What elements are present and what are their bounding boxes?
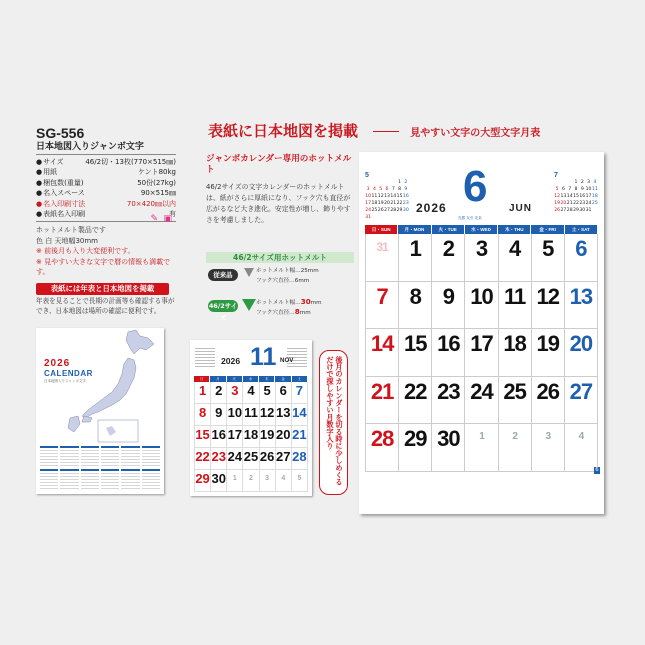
new-width-label: ホットメルト幅… [256,300,301,306]
day-cell: 21 [292,426,308,448]
year-table-month [81,446,99,467]
next-month-grid [554,179,598,214]
day-cell: 28 [366,424,399,472]
small-cal-month: 11 [250,343,277,371]
day-cell: 28 [292,448,308,470]
japan-map-icon [36,328,164,448]
mini-day: 16 [402,194,409,199]
day-cell: 19 [532,329,565,377]
hotmelt-line-1: ホットメルト製品です [36,226,106,235]
day-cell: 13 [276,404,292,426]
day-cell: 30 [432,424,465,472]
mini-day: 21 [566,201,573,206]
day-cell: 11 [243,404,259,426]
mini-day: 19 [554,201,561,206]
mini-day: 6 [561,187,565,192]
prev-month-grid [365,179,409,221]
mini-day: 1 [574,180,578,185]
mini-day: 26 [554,208,561,213]
hotmelt-line-2: 色 白 天地幅30mm [36,236,98,245]
small-cal-grid [194,382,308,492]
product-name: 日本地図入りジャンボ文字 [36,141,176,155]
spec-row [36,188,176,198]
day-cell: 2 [211,382,227,404]
day-cell: 8 [399,282,432,330]
mini-day: 30 [579,208,586,213]
mini-day: 4 [593,180,597,185]
mini-day: 20 [384,201,390,206]
mini-day: 3 [366,187,370,192]
day-cell: 10 [465,282,498,330]
weekday-label: 日 [194,376,210,382]
weekday-label: 月・MON [398,225,431,234]
day-cell: 3 [532,424,565,472]
day-cell: 5 [532,234,565,282]
note-1: ※ 前後月も入り大変便利です。 [36,247,135,256]
mini-day: 1 [398,180,402,185]
day-cell: 30 [211,470,227,492]
mini-day: 18 [591,194,598,199]
day-cell: 26 [260,448,276,470]
mini-day: 7 [568,187,572,192]
mini-day: 13 [384,194,390,199]
year-table-month [142,446,160,467]
spec-block [36,126,176,277]
day-cell: 29 [399,424,432,472]
mini-day: 3 [587,180,591,185]
weekday-label: 水・WED [465,225,498,234]
cover-word: CALENDAR [44,369,93,378]
mini-day: 24 [585,201,592,206]
day-cell: 20 [565,329,598,377]
cover-year: 2026 [44,358,71,369]
spec-row [36,199,176,209]
mini-day: 16 [579,194,586,199]
small-cal-header [190,340,312,376]
large-cal-month-en: JUN [509,203,533,214]
new-width-value: 30 [300,297,311,306]
year-table-month [40,446,58,467]
day-cell: 13 [565,282,598,330]
prev-month-mini [365,172,409,220]
mini-day: 10 [585,187,592,192]
mini-day: 24 [365,208,372,213]
small-cal-prev-month [195,346,215,368]
day-cell: 27 [276,448,292,470]
weekday-label: 月 [210,376,226,382]
note-2: ※ 見やすい大きな文字で暦の情報も満載です。 [36,257,171,277]
new-hole-value: 8 [294,307,300,316]
day-cell: 4 [499,234,532,282]
mini-day: 12 [554,194,561,199]
mini-day: 26 [377,208,384,213]
mini-day: 6 [385,187,389,192]
spec-value: 90×515㎜ [140,189,176,198]
large-cal-year: 2026 [416,201,447,215]
day-cell: 22 [195,448,211,470]
mini-day: 13 [560,194,567,199]
day-cell: 23 [211,448,227,470]
pen-icon: ✎ [150,214,158,224]
day-cell: 1 [399,234,432,282]
old-hole: フック穴直径…6mm [256,278,310,284]
day-cell: 25 [499,377,532,425]
mini-day: 17 [365,201,372,206]
day-cell: 5 [260,382,276,404]
mini-day: 4 [372,187,376,192]
year-table-month [101,446,119,467]
vertical-note [319,350,348,495]
day-cell: 6 [276,382,292,404]
small-month-calendar [190,340,312,496]
mini-day: 8 [398,187,402,192]
spec-row [36,157,176,167]
large-cal-month: 6 [463,162,488,211]
day-cell: 3 [227,382,243,404]
mini-day: 15 [573,194,579,199]
hotmelt-title: ジャンボカレンダー専用のホットメルト [206,154,352,175]
spec-row [36,167,176,177]
cover-subtitle: 日本地図入りジャンボ文字 [44,379,86,383]
vertical-note-text: 後月のカレンダーを切る時に少しめくるだけで探しやすい月数字入り [326,356,344,486]
year-table [40,446,160,490]
spec-value: 有 [169,210,176,219]
large-cal-grid [365,234,598,472]
mini-day: 12 [377,194,384,199]
spec-key: ● 名入スペース [36,188,85,198]
mini-day: 11 [591,187,598,192]
day-cell: 17 [465,329,498,377]
mini-day: 14 [566,194,573,199]
day-cell: 24 [227,448,243,470]
day-cell: 12 [260,404,276,426]
mini-day: 28 [390,208,397,213]
mini-day: 28 [566,208,573,213]
day-cell: 2 [432,234,465,282]
stamp-icon: ▣ [163,214,172,224]
old-hook-icon [244,268,254,277]
day-cell: 29 [195,470,211,492]
new-width-unit: mm [310,300,322,306]
day-cell: 9 [211,404,227,426]
day-cell: 24 [465,377,498,425]
spec-key: ● 梱包数(重量) [36,178,84,188]
new-hook-icon [242,299,256,311]
mini-day: 27 [384,208,390,213]
year-table-month [60,469,78,490]
mini-day: 18 [371,201,378,206]
mini-day: 23 [402,201,409,206]
mini-day: 20 [560,201,567,206]
weekday-label: 金・FRI [531,225,564,234]
mini-day: 2 [404,180,408,185]
day-cell: 21 [366,377,399,425]
day-cell: 15 [399,329,432,377]
day-cell: 5 [292,470,308,492]
day-cell: 4 [565,424,598,472]
spec-key: ● 用紙 [36,167,57,177]
day-cell: 26 [532,377,565,425]
spec-row [36,178,176,188]
day-cell: 18 [499,329,532,377]
weekday-label: 水 [243,376,259,382]
headline-dash [373,131,399,132]
weekday-label: 木 [259,376,275,382]
year-table-month [121,446,139,467]
day-cell: 2 [499,424,532,472]
map-cover-calendar [36,328,164,494]
day-cell: 16 [432,329,465,377]
product-code: SG-556 [36,125,85,141]
mini-day: 11 [371,194,378,199]
day-cell: 3 [465,234,498,282]
prev-month-label: 5 [365,172,369,179]
year-table-month [142,469,160,490]
new-hole [256,307,311,316]
large-month-calendar [359,152,604,514]
old-tag: 従来品 [208,269,238,281]
mini-day: 22 [573,201,579,206]
mini-day: 31 [585,208,592,213]
mini-day: 14 [390,194,397,199]
day-cell: 1 [465,424,498,472]
day-cell: 15 [195,426,211,448]
mini-day: 15 [396,194,403,199]
day-cell: 20 [276,426,292,448]
day-cell: 19 [260,426,276,448]
map-section-desc: 年表を見ることで長期の計画等も確認する事ができ、日本地図は場所の確認に便利です。 [36,297,175,315]
day-cell: 18 [243,426,259,448]
spec-value: ケント80kg [137,168,176,177]
new-tag: 46/2サイズ [208,302,237,322]
weekday-label: 火・TUE [432,225,465,234]
mini-day: 29 [573,208,579,213]
headline [208,120,628,142]
day-cell: 7 [366,282,399,330]
day-cell: 1 [227,470,243,492]
new-hole-unit: mm [299,310,311,316]
mini-day: 21 [390,201,397,206]
year-table-month [101,469,119,490]
mini-day: 9 [580,187,584,192]
old-width: ホットメルト幅…25mm [256,268,319,274]
mini-day: 22 [396,201,403,206]
headline-sub: 見やすい文字の大型文字月表 [410,128,541,139]
spec-key: ● 表紙名入印刷 [36,209,85,219]
mini-day: 2 [580,180,584,185]
new-width [256,297,322,306]
weekday-label: 火 [227,376,243,382]
spec-value: 50份(27kg) [137,178,176,187]
day-cell: 7 [292,382,308,404]
day-cell: 16 [211,426,227,448]
day-cell: 6 [565,234,598,282]
small-cal-year: 2026 [221,356,241,366]
large-cal-rokuyo: 先勝 友引 先負 [458,216,482,220]
day-cell: 2 [243,470,259,492]
day-cell: 25 [243,448,259,470]
weekday-label: 金 [275,376,291,382]
mini-day: 31 [365,215,372,220]
day-cell: 17 [227,426,243,448]
day-cell: 1 [195,382,211,404]
weekday-label: 土 [292,376,308,382]
mini-day: 9 [404,187,408,192]
day-cell: 8 [195,404,211,426]
day-cell: 11 [499,282,532,330]
weekday-label: 土・SAT [565,225,598,234]
next-month-label: 7 [554,172,558,179]
day-cell: 4 [276,470,292,492]
mini-day: 7 [391,187,395,192]
day-cell: 3 [260,470,276,492]
spec-value: 70×420㎜以内 [126,199,176,208]
spec-key: ● サイズ [36,157,64,167]
headline-main: 表紙に日本地図を掲載 [208,122,359,140]
mini-day: 23 [579,201,586,206]
day-cell: 14 [292,404,308,426]
day-cell: 12 [532,282,565,330]
mini-day: 5 [555,187,559,192]
hotmelt-desc: 46/2サイズの文字カレンダーのホットメルトは、紙がさらに厚紙になり、フック穴も直径が広がるなど大き進化。安定性が増し、飾りやすさを考慮しました。 [206,183,351,224]
mini-day: 17 [585,194,592,199]
spec-rows [36,157,176,219]
hotmelt-bar: 46/2サイズ用ホットメルト [206,252,354,263]
mini-day: 25 [591,201,598,206]
hotmelt-old-row [208,266,358,288]
side-month-mark: 6 [595,467,599,473]
next-month-mini [554,172,598,220]
year-table-month [40,469,58,490]
day-cell: 4 [243,382,259,404]
spec-value: 46/2切・13枚(770×515㎜) [85,158,176,166]
day-cell: 14 [366,329,399,377]
day-cell: 22 [399,377,432,425]
day-cell: 9 [432,282,465,330]
hotmelt-new-row [208,297,358,322]
mini-day: 5 [379,187,383,192]
year-table-month [60,446,78,467]
mini-day: 30 [402,208,409,213]
large-cal-weekdays [365,225,598,234]
day-cell: 31 [366,234,399,282]
spec-key: ● 名入印刷寸法 [36,199,85,209]
day-cell: 23 [432,377,465,425]
map-section-label: 表紙には年表と日本地図を掲載 [36,283,169,295]
mini-day: 8 [574,187,578,192]
mini-day: 10 [365,194,372,199]
weekday-label: 日・SUN [365,225,398,234]
weekday-label: 木・THU [498,225,531,234]
mini-day: 29 [396,208,403,213]
small-cal-month-en: NOV [280,357,294,364]
day-cell: 10 [227,404,243,426]
year-table-month [81,469,99,490]
mini-day: 25 [371,208,378,213]
mini-day: 19 [377,201,384,206]
day-cell: 27 [565,377,598,425]
new-hole-label: フック穴直径… [256,310,295,316]
year-table-month [121,469,139,490]
mini-day: 27 [560,208,567,213]
